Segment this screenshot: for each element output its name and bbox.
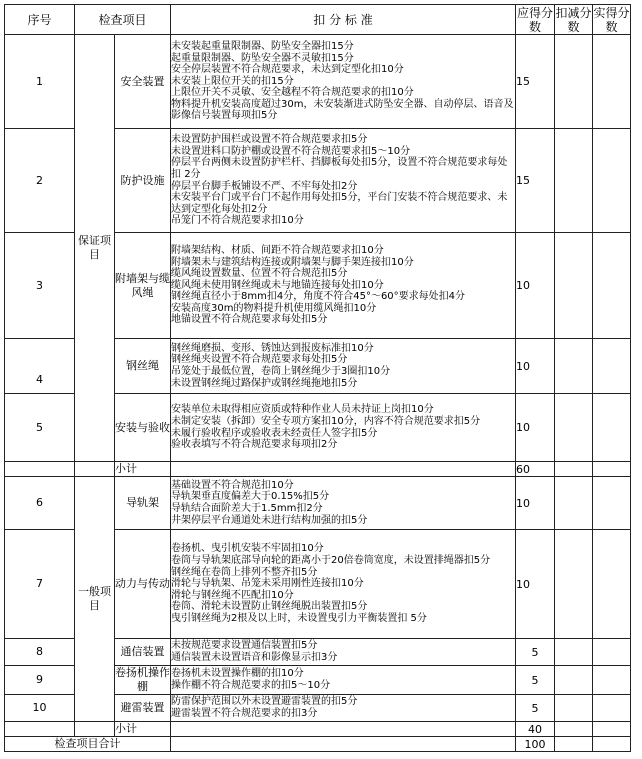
header-deduct: 扣减分数 xyxy=(555,5,592,34)
row-actual[interactable] xyxy=(593,477,631,530)
standard-line: 物料提升机安装高度超过30m，未安装渐进式防坠安全器、自动停层、语音及影像信号装置每项扣5分 xyxy=(171,98,514,122)
standard-line: 钢丝绳在卷筒上排列不整齐扣5分 xyxy=(171,566,318,578)
standard-line: 未履行验收程序或验收表未经责任人签字扣5分 xyxy=(171,427,378,439)
total-score: 100 xyxy=(516,737,555,752)
standard-line: 滑轮与导轨架、吊笼未采用刚性连接扣10分 xyxy=(171,578,364,590)
row-item: 安全装置 xyxy=(115,35,171,129)
row-item: 卷扬机操作棚 xyxy=(115,666,170,693)
standard-line: 吊笼处于最低位置，卷筒上钢丝绳少于3圈扣10分 xyxy=(171,366,391,377)
row-seq: 2 xyxy=(5,129,75,233)
row-deduct[interactable] xyxy=(555,530,593,639)
row-score: 10 xyxy=(516,233,555,339)
row-standard xyxy=(171,339,516,394)
row-standard xyxy=(171,695,516,722)
row-deduct[interactable] xyxy=(555,129,593,233)
row-seq: 3 xyxy=(5,233,75,339)
standard-line: 附墙架结构、材质、间距不符合规范要求扣10分 xyxy=(171,244,384,256)
row-seq: 1 xyxy=(5,35,75,129)
row-score: 10 xyxy=(516,394,555,462)
row-standard xyxy=(171,129,516,233)
standard-line: 钢丝绳直径小于8mm扣4分，角度不符合45°～60°要求每处扣4分 xyxy=(171,291,466,303)
row-seq: 9 xyxy=(5,666,75,695)
row-deduct[interactable] xyxy=(555,233,593,339)
subtotal-label: 小计 xyxy=(115,722,171,737)
subtotal-actual[interactable] xyxy=(593,462,631,477)
total-label: 检查项目合计 xyxy=(5,737,171,752)
row-actual[interactable] xyxy=(593,233,631,339)
header-row xyxy=(5,5,631,35)
row-score: 5 xyxy=(516,639,555,666)
row-seq: 8 xyxy=(5,639,75,666)
standard-line: 起重量限制器、防坠安全器不灵敏扣15分 xyxy=(171,52,354,64)
row-deduct[interactable] xyxy=(555,339,593,394)
row-item: 钢丝绳 xyxy=(115,339,171,394)
standard-line: 未安装上限位开关的扣15分 xyxy=(171,75,294,87)
group-general: 一般项目 xyxy=(75,477,115,722)
standard-line: 钢丝绳磨损、变形、锈蚀达到报废标准扣10分 xyxy=(171,342,374,354)
standard-line: 滑轮与钢丝绳不匹配扣10分 xyxy=(171,589,294,601)
row-item: 导轨架 xyxy=(115,477,171,530)
standard-line: 未制定安装（拆卸）安全专项方案扣10分，内容不符合规范要求扣5分 xyxy=(171,415,481,427)
standard-line: 卷筒、滑轮未设置防止钢丝绳脱出装置扣5分 xyxy=(171,601,368,613)
standard-line: 未安装起重量限制器、防坠安全器扣15分 xyxy=(171,40,354,52)
row-item: 避雷装置 xyxy=(115,695,171,722)
subtotal-guarantee-score: 60 xyxy=(516,462,555,477)
total-deduct[interactable] xyxy=(555,737,593,752)
standard-line: 未设置防护围栏或设置不符合规范要求扣5分 xyxy=(171,134,368,146)
standard-line: 吊笼门不符合规范要求扣10分 xyxy=(171,215,304,227)
inspection-table xyxy=(4,4,631,752)
row-standard xyxy=(171,35,516,129)
row-actual[interactable] xyxy=(593,639,631,666)
row-item: 防护设施 xyxy=(115,129,171,233)
header-check-item: 检查项目 xyxy=(75,5,171,35)
row-seq: 4 xyxy=(5,339,75,394)
header-seq: 序号 xyxy=(5,5,75,35)
standard-line: 卷扬机、曳引机安装不牢固扣10分 xyxy=(171,543,324,555)
row-item: 安装与验收 xyxy=(115,394,171,462)
row-deduct[interactable] xyxy=(555,695,593,722)
row-deduct[interactable] xyxy=(555,666,593,695)
subtotal-row xyxy=(5,722,631,737)
row-seq: 10 xyxy=(5,695,75,722)
standard-line: 停层平台两侧未设置防护栏杆、挡脚板每处扣5分，设置不符合规范要求每处扣 2分 xyxy=(171,157,508,180)
standard-line: 基础设置不符合规范扣10分 xyxy=(171,479,294,491)
standard-line: 未设置进料口防护棚或设置不符合规范要求扣5～10分 xyxy=(171,145,411,157)
standard-line: 验收表填写不符合规范要求每项扣2分 xyxy=(171,439,338,451)
table-row xyxy=(5,35,631,129)
row-seq: 6 xyxy=(5,477,75,530)
row-deduct[interactable] xyxy=(555,35,593,129)
header-score-due: 应得分数 xyxy=(517,5,554,34)
header-standard: 扣 分 标 准 xyxy=(171,5,516,35)
standard-line: 未安装平台门或平台门不起作用每处扣5分，平台门安装不符合规范要求、未达到定型化每处扣2分 xyxy=(171,192,508,215)
row-actual[interactable] xyxy=(593,695,631,722)
standard-line: 未设置钢丝绳过路保护或钢丝绳拖地扣5分 xyxy=(171,377,358,389)
row-standard xyxy=(171,666,516,695)
subtotal-row xyxy=(5,462,631,477)
standard-line: 操作棚不符合规范要求的扣5～10分 xyxy=(171,680,331,691)
row-score: 15 xyxy=(516,129,555,233)
group-guarantee: 保证项目 xyxy=(75,35,115,462)
row-seq: 5 xyxy=(5,394,75,462)
row-deduct[interactable] xyxy=(555,639,593,666)
row-standard xyxy=(171,530,516,639)
standard-line: 地锚设置不符合规范要求每处扣5分 xyxy=(171,314,328,326)
standard-line: 安装高度30m的物料提升机使用缆风绳扣10分 xyxy=(171,302,377,314)
standard-line: 附墙架未与建筑结构连接或附墙架与脚手架连接扣10分 xyxy=(171,256,414,268)
row-deduct[interactable] xyxy=(555,394,593,462)
subtotal-label: 小计 xyxy=(115,462,171,477)
total-actual[interactable] xyxy=(593,737,631,752)
standard-line: 防雷保护范围以外未设置避雷装置的扣5分 xyxy=(171,696,358,708)
row-standard xyxy=(171,639,516,666)
row-actual[interactable] xyxy=(593,129,631,233)
subtotal-general-score: 40 xyxy=(516,722,555,737)
standard-line: 通信装置未设置语音和影像显示扣3分 xyxy=(171,652,338,663)
row-actual[interactable] xyxy=(593,530,631,639)
standard-line: 停层平台脚手板铺设不严、不牢每处扣2分 xyxy=(171,180,358,192)
standard-line: 钢丝绳夹设置不符合规范要求每处扣5分 xyxy=(171,354,348,366)
standard-line: 安全停层装置不符合规范要求，未达到定型化扣10分 xyxy=(171,64,404,76)
row-score: 15 xyxy=(516,35,555,129)
subtotal-actual[interactable] xyxy=(593,722,631,737)
row-actual[interactable] xyxy=(593,339,631,394)
row-score: 10 xyxy=(516,477,555,530)
standard-line: 缆风绳未使用钢丝绳或未与地锚连接每处扣10分 xyxy=(171,279,384,291)
row-actual[interactable] xyxy=(593,666,631,695)
standard-line: 安装单位未取得相应资质或特种作业人员未持证上岗扣10分 xyxy=(171,404,434,416)
standard-line: 导轨结合面阶差大于1.5mm扣2分 xyxy=(171,503,323,514)
standard-line: 井架停层平台通道处未进行结构加强的扣5分 xyxy=(171,514,368,526)
header-actual: 实得分数 xyxy=(593,5,630,34)
row-score: 10 xyxy=(516,530,555,639)
subtotal-deduct[interactable] xyxy=(555,722,593,737)
standard-line: 上限位开关不灵敏、安全越程不符合规范要求的扣10分 xyxy=(171,87,414,99)
row-seq: 7 xyxy=(5,530,75,639)
standard-line: 未按规范要求设置通信装置扣5分 xyxy=(171,640,318,652)
row-standard xyxy=(171,233,516,339)
standard-line: 避雷装置不符合规范要求的扣3分 xyxy=(171,708,318,719)
table-row xyxy=(5,477,631,530)
standard-line: 缆风绳设置数量、位置不符合规范扣5分 xyxy=(171,268,348,280)
row-item: 动力与传动 xyxy=(115,530,171,639)
row-actual[interactable] xyxy=(593,394,631,462)
standard-line: 曳引钢丝绳为2根及以上时，未设置曳引力平衡装置扣 5分 xyxy=(171,612,427,624)
row-item: 通信装置 xyxy=(115,639,171,666)
total-row xyxy=(5,737,631,752)
standard-line: 导轨架垂直度偏差大于0.15%扣5分 xyxy=(171,491,330,503)
row-standard xyxy=(171,394,516,462)
row-item: 附墙架与缆风绳 xyxy=(115,233,171,339)
row-actual[interactable] xyxy=(593,35,631,129)
row-score: 10 xyxy=(516,339,555,394)
row-standard xyxy=(171,477,516,530)
standard-line: 卷筒与导轨架底部导向轮的距离小于20倍卷筒宽度，未设置排绳器扣5分 xyxy=(171,555,491,567)
row-score: 5 xyxy=(516,666,555,695)
row-deduct[interactable] xyxy=(555,477,593,530)
subtotal-deduct[interactable] xyxy=(555,462,593,477)
standard-line: 卷扬机未设置操作棚的扣10分 xyxy=(171,668,304,680)
row-score: 5 xyxy=(516,695,555,722)
